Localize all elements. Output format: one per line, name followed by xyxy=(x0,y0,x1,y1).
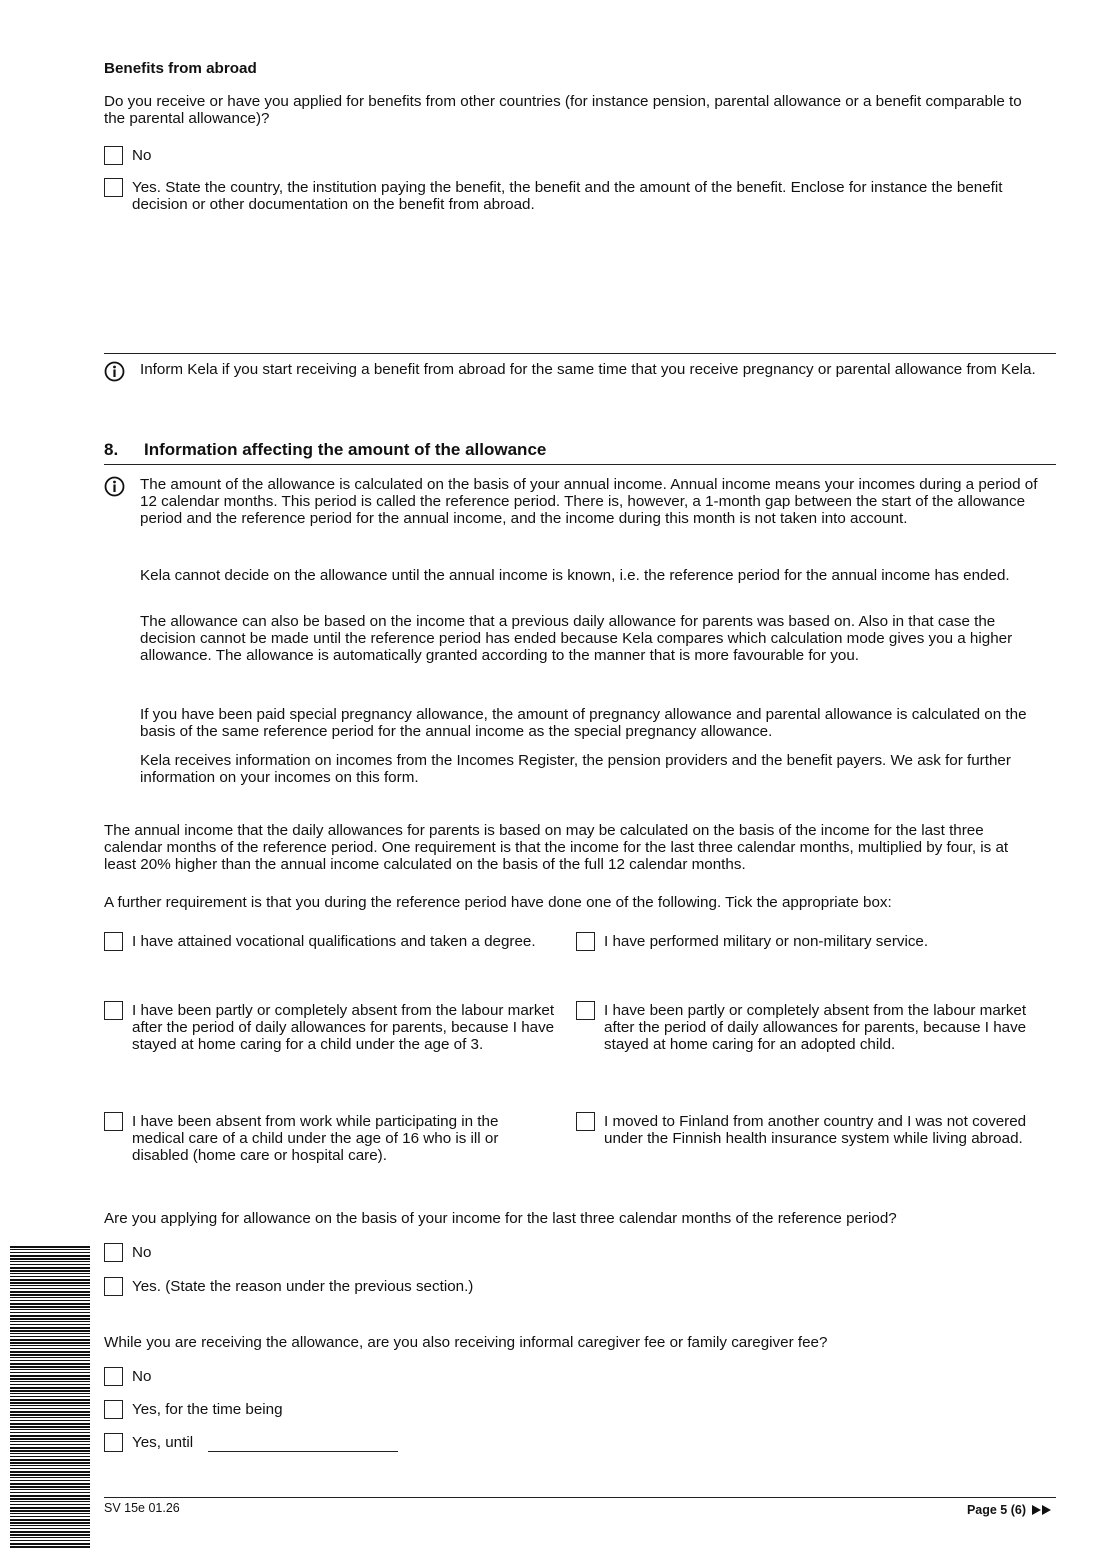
form-code: SV 15e 01.26 xyxy=(104,1501,180,1515)
benefits-abroad-yes-checkbox[interactable] xyxy=(104,178,123,197)
requirement-vocational-checkbox[interactable] xyxy=(104,932,123,951)
caregiver-until-date-field[interactable] xyxy=(208,1437,398,1452)
section8-title: Information affecting the amount of the allowance xyxy=(144,440,547,459)
benefits-abroad-question: Do you receive or have you applied for benefits from other countries (for instance pension, parental allowance or a benefit comparable to the parental allowance)? xyxy=(104,93,1022,127)
last3-question: Are you applying for allowance on the basis of your income for the last three calendar months of the reference period? xyxy=(104,1210,897,1227)
section8-info-paragraph: Kela receives information on incomes from the Incomes Register, the pension providers and the benefit payers. We ask for further information on your incomes on this form. xyxy=(140,752,1011,786)
requirement-label: I moved to Finland from another country and I was not covered under the Finnish health insurance system while living abroad. xyxy=(604,1113,1027,1147)
section8-info-paragraph: If you have been paid special pregnancy allowance, the amount of pregnancy allowance and parental allowance is calculated on the basis of the same reference period for the annual income as the special pregnancy allowance. xyxy=(140,706,1027,740)
requirement-label: I have been absent from work while participating in the medical care of a child under the age of 16 who is ill or disabled (home care or hospital care). xyxy=(132,1113,499,1164)
caregiver-question: While you are receiving the allowance, are you also receiving informal caregiver fee or family caregiver fee? xyxy=(104,1334,828,1351)
last3-yes-checkbox[interactable] xyxy=(104,1277,123,1296)
info-icon xyxy=(104,361,125,382)
caregiver-for-time-being-checkbox[interactable] xyxy=(104,1400,123,1419)
requirement-label: I have been partly or completely absent from the labour market after the period of daily allowances for parents, because I have stayed at home caring for an adopted child. xyxy=(604,1002,1027,1053)
benefits-abroad-no-checkbox[interactable] xyxy=(104,146,123,165)
requirement-military-checkbox[interactable] xyxy=(576,932,595,951)
section8-info-paragraph: Kela cannot decide on the allowance until the annual income is known, i.e. the reference period for the annual income has ended. xyxy=(140,567,1010,584)
benefits-abroad-no-label: No xyxy=(132,147,152,164)
section8-number: 8. xyxy=(104,440,119,459)
info-icon xyxy=(104,476,125,497)
last3-no-checkbox[interactable] xyxy=(104,1243,123,1262)
caregiver-for-time-being-label: Yes, for the time being xyxy=(132,1401,283,1418)
barcode xyxy=(10,1246,90,1548)
section8-info-paragraph: The allowance can also be based on the income that a previous daily allowance for parents was based on. Also in that case the decision cannot be made until the reference period has ended because Kela compares which calculation mode gives you a higher allowance. The allowance is automatically granted according to the manner that is more favourable for you. xyxy=(140,613,1013,664)
benefits-abroad-details-area[interactable] xyxy=(104,222,1044,346)
requirement-label: I have been partly or completely absent from the labour market after the period of daily allowances for parents, because I have stayed at home caring for a child under the age of 3. xyxy=(132,1002,555,1053)
double-arrow-right-icon xyxy=(1032,1505,1054,1515)
caregiver-until-checkbox[interactable] xyxy=(104,1433,123,1452)
page-number: Page 5 (6) xyxy=(966,1503,1026,1517)
caregiver-until-label: Yes, until xyxy=(132,1434,194,1451)
last3-no-label: No xyxy=(132,1244,152,1261)
caregiver-no-checkbox[interactable] xyxy=(104,1367,123,1386)
divider xyxy=(104,353,1056,354)
section8-divider xyxy=(104,464,1056,465)
benefits-abroad-yes-label: Yes. State the country, the institution paying the benefit, the benefit and the amount of the benefit. Enclose for instance the benefit decision or other documentation on the benefit from abroad. xyxy=(132,179,1003,213)
last3-yes-label: Yes. (State the reason under the previous section.) xyxy=(132,1278,474,1295)
section8-text-1: The annual income that the daily allowances for parents is based on may be calculated on the basis of the income for the last three calendar months of the reference period. One requirement is that the income for the last three calendar months, multiplied by four, is at least 20% higher than the annual income calculated on the basis of the full 12 calendar months. xyxy=(104,822,1009,873)
requirement-medical-care-checkbox[interactable] xyxy=(104,1112,123,1131)
section8-info-paragraph: The amount of the allowance is calculated on the basis of your annual income. Annual income means your incomes during a period of 12 calendar months. This period is called the reference period. There is, however, a 1-month gap between the start of the allowance period and the reference period for the annual income, and the income during this month is not taken into account. xyxy=(140,476,1038,527)
section8-text-2: A further requirement is that you during the reference period have done one of the following. Tick the appropriate box: xyxy=(104,894,892,911)
caregiver-no-label: No xyxy=(132,1368,152,1385)
benefits-abroad-heading: Benefits from abroad xyxy=(104,60,257,77)
requirement-moved-to-finland-checkbox[interactable] xyxy=(576,1112,595,1131)
requirement-label: I have attained vocational qualifications and taken a degree. xyxy=(132,933,536,950)
requirement-child-under-3-checkbox[interactable] xyxy=(104,1001,123,1020)
footer-divider xyxy=(104,1497,1056,1498)
requirement-label: I have performed military or non-military service. xyxy=(604,933,929,950)
benefits-abroad-info-text: Inform Kela if you start receiving a benefit from abroad for the same time that you receive pregnancy or parental allowance from Kela. xyxy=(140,361,1036,378)
requirement-adopted-child-checkbox[interactable] xyxy=(576,1001,595,1020)
